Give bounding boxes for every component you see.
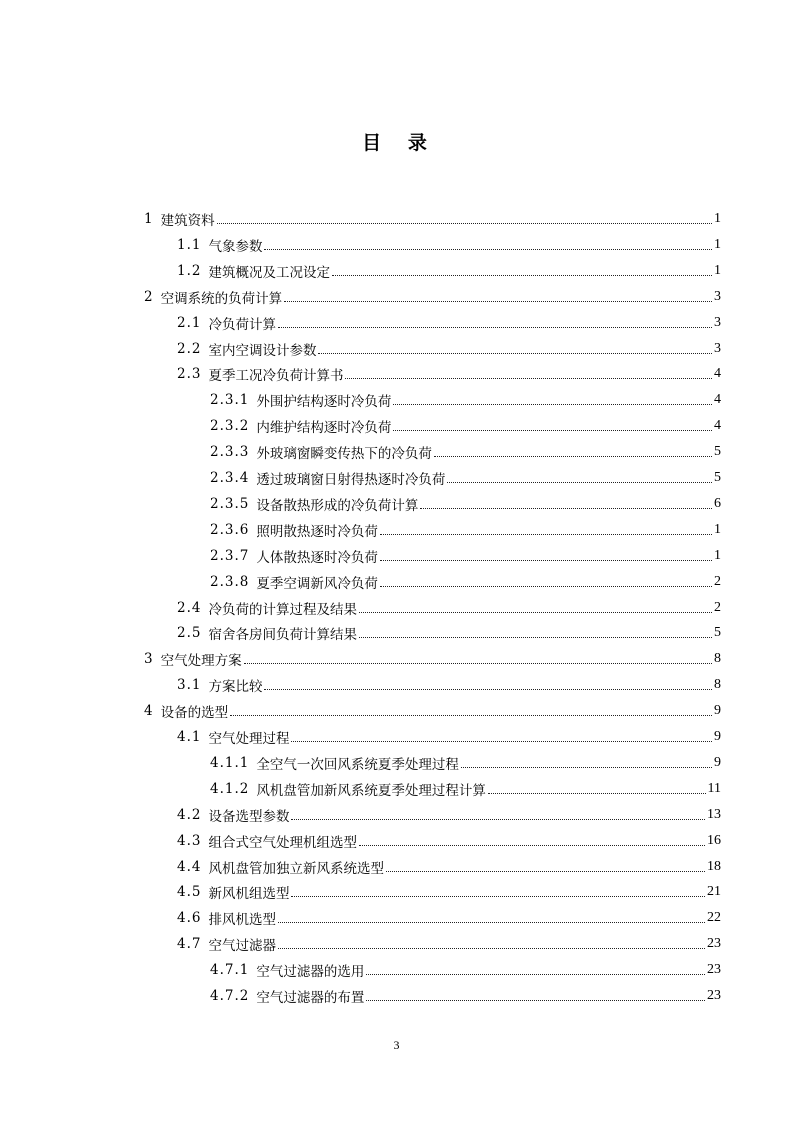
toc-entry-label: 排风机选型 xyxy=(208,912,276,929)
toc-entry-label: 空气过滤器 xyxy=(208,938,276,955)
toc-entry-page: 9 xyxy=(714,703,721,719)
toc-entry-page: 5 xyxy=(714,470,721,485)
toc-entry-label: 空气过滤器的选用 xyxy=(256,964,365,981)
toc-entry[interactable] xyxy=(177,258,721,284)
toc-entry[interactable] xyxy=(210,517,721,543)
toc-leader-dots xyxy=(393,429,712,431)
toc-entry-number: 4.1.2 xyxy=(210,780,250,797)
toc-entry-number: 2.3.8 xyxy=(210,573,250,590)
toc-entry-number: 2.3.7 xyxy=(210,547,250,564)
toc-leader-dots xyxy=(393,403,712,405)
toc-entry-label: 宿舍各房间负荷计算结果 xyxy=(208,627,357,644)
toc-entry-label: 建筑概况及工况设定 xyxy=(208,264,330,281)
toc-leader-dots xyxy=(434,455,712,457)
toc-leader-dots xyxy=(278,947,705,949)
toc-title-char-1: 目 xyxy=(362,132,386,154)
toc-entry[interactable] xyxy=(210,413,721,439)
toc-entry-page: 3 xyxy=(714,340,721,356)
toc-entry-page: 23 xyxy=(707,936,721,952)
toc-entry-label: 照明散热逐时冷负荷 xyxy=(256,523,378,540)
toc-entry-label: 内维护结构逐时冷负荷 xyxy=(256,420,392,437)
toc-leader-dots xyxy=(244,662,712,664)
toc-entry-number: 2.5 xyxy=(177,625,202,642)
toc-entry-page: 18 xyxy=(707,858,721,874)
toc-leader-dots xyxy=(488,792,706,794)
toc-entry-number: 3.1 xyxy=(177,677,202,694)
toc-leader-dots xyxy=(230,714,712,716)
toc-leader-dots xyxy=(217,222,712,224)
toc-entry-label: 夏季工况冷负荷计算书 xyxy=(208,368,344,385)
toc-entry-number: 4 xyxy=(144,703,154,720)
toc-entry-page: 2 xyxy=(714,599,721,615)
toc-entry-page: 4 xyxy=(714,392,721,408)
toc-entry-page: 6 xyxy=(714,495,721,511)
toc-entry[interactable] xyxy=(210,465,721,491)
toc-entry[interactable] xyxy=(144,284,721,310)
toc-entry-number: 2.3.2 xyxy=(210,418,250,435)
toc-entry[interactable] xyxy=(144,206,721,232)
toc-entry[interactable] xyxy=(177,232,721,258)
toc-entry-page: 4 xyxy=(714,366,721,382)
toc-entry[interactable] xyxy=(177,905,721,931)
toc-entry-label: 组合式空气处理机组选型 xyxy=(208,834,357,851)
toc-entry-label: 外围护结构逐时冷负荷 xyxy=(256,394,392,411)
toc-entry[interactable] xyxy=(210,491,721,517)
toc-entry[interactable] xyxy=(177,336,721,362)
toc-entry-number: 4.1.1 xyxy=(210,754,250,771)
toc-entry-page: 8 xyxy=(714,677,721,693)
toc-entry-number: 2.3.5 xyxy=(210,495,250,512)
toc-entry-page: 1 xyxy=(714,236,721,252)
toc-title xyxy=(0,128,793,155)
toc-entry-label: 夏季空调新风冷负荷 xyxy=(256,575,378,592)
toc-leader-dots xyxy=(359,636,712,638)
toc-entry-page: 11 xyxy=(707,780,721,796)
toc-entry-label: 室内空调设计参数 xyxy=(208,342,317,359)
toc-leader-dots xyxy=(291,895,705,897)
toc-leader-dots xyxy=(380,533,712,535)
toc-entry[interactable] xyxy=(177,724,721,750)
toc-entry-number: 1 xyxy=(144,211,154,227)
toc-entry[interactable] xyxy=(210,439,721,465)
toc-entry-page: 13 xyxy=(707,806,721,822)
toc-entry-number: 2.3.1 xyxy=(210,392,250,409)
toc-entry-number: 2.1 xyxy=(177,314,202,331)
toc-entry[interactable] xyxy=(177,672,721,698)
toc-leader-dots xyxy=(380,559,712,561)
toc-entry-page: 1 xyxy=(714,262,721,278)
toc-leader-dots xyxy=(284,300,712,302)
toc-entry-number: 2.2 xyxy=(177,340,202,357)
toc-entry-label: 风机盘管加新风系统夏季处理过程计算 xyxy=(256,782,486,799)
toc-entry[interactable] xyxy=(144,698,721,724)
toc-entry-label: 人体散热逐时冷负荷 xyxy=(256,549,378,566)
toc-entry[interactable] xyxy=(144,646,721,672)
toc-entry[interactable] xyxy=(210,957,721,983)
page-number: 3 xyxy=(393,1038,400,1052)
toc-entry[interactable] xyxy=(210,983,721,1009)
toc-leader-dots xyxy=(366,999,705,1001)
toc-entry-number: 2.3 xyxy=(177,366,202,383)
toc-entry-number: 2.3.4 xyxy=(210,470,250,486)
toc-entry-number: 4.3 xyxy=(177,832,202,849)
toc-leader-dots xyxy=(278,921,705,923)
toc-entry-number: 1.1 xyxy=(177,236,202,253)
toc-leader-dots xyxy=(291,740,712,742)
toc-entry[interactable] xyxy=(177,879,721,905)
toc-title-char-2: 录 xyxy=(407,132,431,154)
toc-entry[interactable] xyxy=(177,828,721,854)
toc-entry-label: 设备散热形成的冷负荷计算 xyxy=(256,497,419,514)
toc-entry-number: 1.2 xyxy=(177,262,202,279)
toc-entry-label: 透过玻璃窗日射得热逐时冷负荷 xyxy=(256,472,446,488)
toc-entry-page: 23 xyxy=(707,962,721,978)
toc-entry-page: 2 xyxy=(714,573,721,589)
toc-entry[interactable] xyxy=(210,750,721,776)
toc-entry-page: 8 xyxy=(714,651,721,667)
toc-entry[interactable] xyxy=(177,620,721,646)
toc-leader-dots xyxy=(380,585,712,587)
toc-entry[interactable] xyxy=(210,543,721,569)
toc-entry-page: 9 xyxy=(714,729,721,744)
toc-entry-page: 5 xyxy=(714,444,721,460)
toc-entry-number: 2.3.3 xyxy=(210,444,250,461)
toc-entry[interactable] xyxy=(177,361,721,387)
toc-entry-page: 3 xyxy=(714,314,721,330)
toc-entry-label: 空气处理过程 xyxy=(208,731,290,747)
toc-entry-label: 新风机组选型 xyxy=(208,886,290,903)
toc-leader-dots xyxy=(359,844,705,846)
toc-entry-label: 空气过滤器的布置 xyxy=(256,990,365,1006)
toc-leader-dots xyxy=(332,274,712,276)
toc-leader-dots xyxy=(366,973,705,975)
toc-entry[interactable] xyxy=(177,310,721,336)
toc-entry[interactable] xyxy=(177,854,721,880)
toc-entry-number: 4.7 xyxy=(177,936,202,953)
toc-entry-label: 空调系统的负荷计算 xyxy=(160,290,283,307)
toc-leader-dots xyxy=(447,481,712,483)
toc-entry-page: 22 xyxy=(707,910,721,926)
toc-leader-dots xyxy=(318,352,712,354)
toc-entry-number: 2 xyxy=(144,288,154,305)
toc-entry-label: 风机盘管加独立新风系统选型 xyxy=(208,860,384,877)
toc-entry[interactable] xyxy=(210,776,721,802)
toc-entry-number: 4.5 xyxy=(177,884,202,901)
toc-entry-label: 设备的选型 xyxy=(160,705,229,722)
toc-entry-label: 空气处理方案 xyxy=(160,653,242,670)
toc-entry-page: 1 xyxy=(714,521,721,537)
toc-entry-number: 2.4 xyxy=(177,599,202,616)
toc-entry-number: 4.1 xyxy=(177,729,202,745)
toc-entry-number: 4.7.1 xyxy=(210,962,250,979)
toc-entry-label: 气象参数 xyxy=(208,238,263,255)
toc-entry-label: 全空气一次回风系统夏季处理过程 xyxy=(256,756,459,773)
toc-entry-label: 方案比较 xyxy=(208,679,263,696)
toc-entry-number: 4.2 xyxy=(177,806,202,823)
toc-entry-label: 冷负荷计算 xyxy=(208,316,276,333)
toc-entry[interactable] xyxy=(177,931,721,957)
toc-leader-dots xyxy=(345,377,712,379)
toc-entry-number: 4.7.2 xyxy=(210,988,250,1004)
toc-entry-number: 4.4 xyxy=(177,858,202,875)
toc-entry-page: 3 xyxy=(714,288,721,304)
toc-entry[interactable] xyxy=(177,802,721,828)
toc-leader-dots xyxy=(278,326,712,328)
toc-entry-number: 3 xyxy=(144,651,154,668)
toc-entry-page: 23 xyxy=(707,988,721,1003)
toc-entry-page: 4 xyxy=(714,418,721,434)
toc-entry-label: 冷负荷的计算过程及结果 xyxy=(208,601,357,618)
toc-entry-label: 外玻璃窗瞬变传热下的冷负荷 xyxy=(256,446,432,463)
toc-leader-dots xyxy=(461,766,712,768)
toc-entry[interactable] xyxy=(210,569,721,595)
toc-entry-page: 9 xyxy=(714,754,721,770)
toc-entry-page: 1 xyxy=(714,211,721,226)
toc-entry-number: 4.6 xyxy=(177,910,202,927)
toc-entry-page: 16 xyxy=(707,832,721,848)
toc-leader-dots xyxy=(264,248,712,250)
toc-entry-number: 2.3.6 xyxy=(210,521,250,538)
toc-entry-page: 1 xyxy=(714,547,721,563)
toc-entry-label: 设备选型参数 xyxy=(208,808,290,825)
toc-leader-dots xyxy=(359,611,712,613)
toc-entry[interactable] xyxy=(210,387,721,413)
toc-leader-dots xyxy=(420,507,712,509)
toc-leader-dots xyxy=(291,818,705,820)
toc-leader-dots xyxy=(386,870,705,872)
toc-leader-dots xyxy=(264,688,712,690)
toc-entry[interactable] xyxy=(177,595,721,621)
toc-entry-label: 建筑资料 xyxy=(160,213,215,229)
toc-entry-page: 5 xyxy=(714,625,721,641)
toc-entry-page: 21 xyxy=(707,884,721,900)
